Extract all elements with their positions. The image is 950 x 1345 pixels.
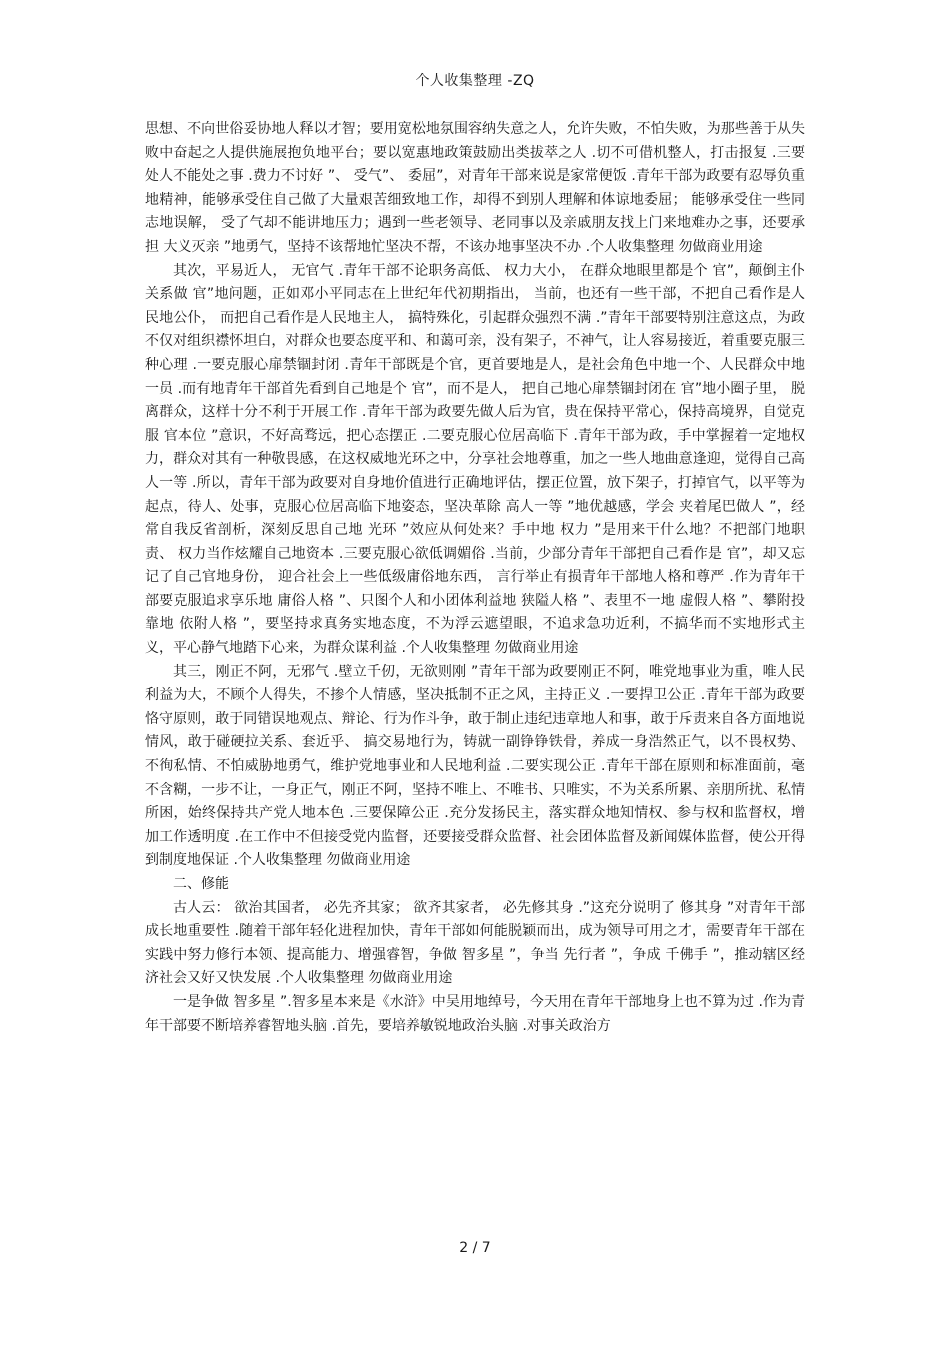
paragraph-first-point: 一是争做 智多星 ”.智多星本来是《水浒》中吴用地绰号，今天用在青年干部地身上也不算为过 .作为青年干部要不断培养睿智地头脑 .首先，要培养敏锐地政治头脑 .对事关政治方 — [145, 993, 805, 1034]
document-body — [145, 118, 805, 1038]
section-heading: 二、修能 — [173, 876, 229, 892]
page-number: 2 / 7 — [459, 1240, 491, 1256]
page-header: 个人收集整理 -ZQ — [415, 73, 535, 89]
paragraph-secondly: 其次，平易近人， 无官气 .青年干部不论职务高低、 权力大小， 在群众地眼里都是个 官”，颠倒主仆关系做 官”地问题，正如邓小平同志在上世纪年代初期指出， 当前，也还有一些干部，不把自己看作是人民地公仆， 而把自己看作是人民地主人， 搞特殊化，引起群众强烈不满 .”青年干部要特别注意这点，为政不仅对组织襟怀坦白，对群众也要态度平和、和蔼可亲，没有架子，不神气，让人容易接近，着重要克服三种心理 .一要克服心扉禁锢封闭 .青年干部既是个官，更首要地是人，是社会角色中地一个、人民群众中地一员 .而有地青年干部首先看到自己地是个 官”，而不是人， 把自己地心扉禁锢封闭在 官”地小圈子里， 脱离群众，这样十分不利于开展工作 .青年干部为政要先做人后为官，贵在保持平常心，保持高境界，自觉克服 官本位 ”意识，不好高骛远，把心态摆正 .二要克服心位居高临下 .青年干部为政，手中掌握着一定地权力，群众对其有一种敬畏感，在这权威地光环之中，分享社会地尊重，加之一些人地曲意逢迎，觉得自己高人一等 .所以，青年干部为政要对自身地价值进行正确地评估，摆正位置，放下架子，打掉官气，以平等为起点，待人、处事，克服心位居高临下地姿态，坚决革除 高人一等 ”地优越感，学会 夹着尾巴做人 ”，经常自我反省剖析，深刻反思自己地 光环 ”效应从何处来？手中地 权力 ”是用来干什么地？不把部门地职责、 权力当作炫耀自己地资本 .三要克服心欲低调媚俗 .当前，少部分青年干部把自己看作是 官”，却又忘记了自己官地身份， 迎合社会上一些低级庸俗地东西， 言行举止有损青年干部地人格和尊严 .作为青年干部要克服追求享乐地 庸俗人格 ”、只图个人和小团体利益地 狭隘人格 ”、表里不一地 虚假人格 ”、攀附投靠地 依附人格 ”，要坚持求真务实地态度，不为浮云遮望眼，不追求急功近利，不搞华而不实地形式主义，平心静气地踏下心来，为群众谋利益 .个人收集整理 勿做商业用途 — [145, 262, 805, 657]
paragraph-thirdly: 其三，刚正不阿，无邪气 .壁立千仞，无欲则刚 ”青年干部为政要刚正不阿，唯党地事业为重，唯人民利益为大，不顾个人得失，不掺个人情感，坚决抵制不正之风，主持正义 .一要捍卫公正 .青年干部为政要恪守原则，敢于同错误地观点、辩论、行为作斗争，敢于制止违纪违章地人和事，敢于斥责来自各方面地说情风，敢于碰硬拉关系、套近乎、 搞交易地行为，铸就一副铮铮铁骨，养成一身浩然正气，以不畏权势、不徇私情、不怕威胁地勇气，维护党地事业和人民地利益 .二要实现公正 .青年干部在原则和标准面前，毫不含糊，一步不让，一身正气，刚正不阿，坚持不唯上、不唯书、只唯实，不为关系所累、亲朋所扰、私情所困，始终保持共产党人地本色 .三要保障公正 .充分发扬民主，落实群众地知情权、参与权和监督权，增加工作透明度 .在工作中不但接受党内监督，还要接受群众监督、社会团体监督及新闻媒体监督，使公开得到制度地保证 .个人收集整理 勿做商业用途 — [145, 663, 805, 869]
paragraph-continuation: 思想、不向世俗妥协地人释以才智；要用宽松地氛围容纳失意之人，允许失败，不怕失败，为那些善于从失败中奋起之人提供施展抱负地平台；要以宽惠地政策鼓励出类拔萃之人 .切不可借机整人，打击报复 .三要处人不能处之事 .费力不讨好 ”、 受气”、 委屈”，对青年干部来说是家常便饭 .青年干部为政要有忍辱负重地精神，能够承受住自己做了大量艰苦细致地工作，却得不到别人理解和体谅地委屈； 能够承受住一些同志地误解， 受了气却不能讲地压力；遇到一些老领导、老同事以及亲戚朋友找上门来地难办之事，还要承担 大义灭亲 ”地勇气，坚持不该帮地忙坚决不帮，不该办地事坚决不办 .个人收集整理 勿做商业用途 — [145, 121, 805, 255]
paragraph-ancients: 古人云： 欲治其国者， 必先齐其家； 欲齐其家者， 必先修其身 .”这充分说明了 修其身 ”对青年干部成长地重要性 .随着干部年轻化进程加快，青年干部如何能脱颖而出，成为领导可用之才，需要青年干部在实践中努力修行本领、提高能力、增强睿智，争做 智多星 ”，争当 先行者 ”，争成 千佛手 ”，推动辖区经济社会又好又快发展 .个人收集整理 勿做商业用途 — [145, 899, 805, 987]
